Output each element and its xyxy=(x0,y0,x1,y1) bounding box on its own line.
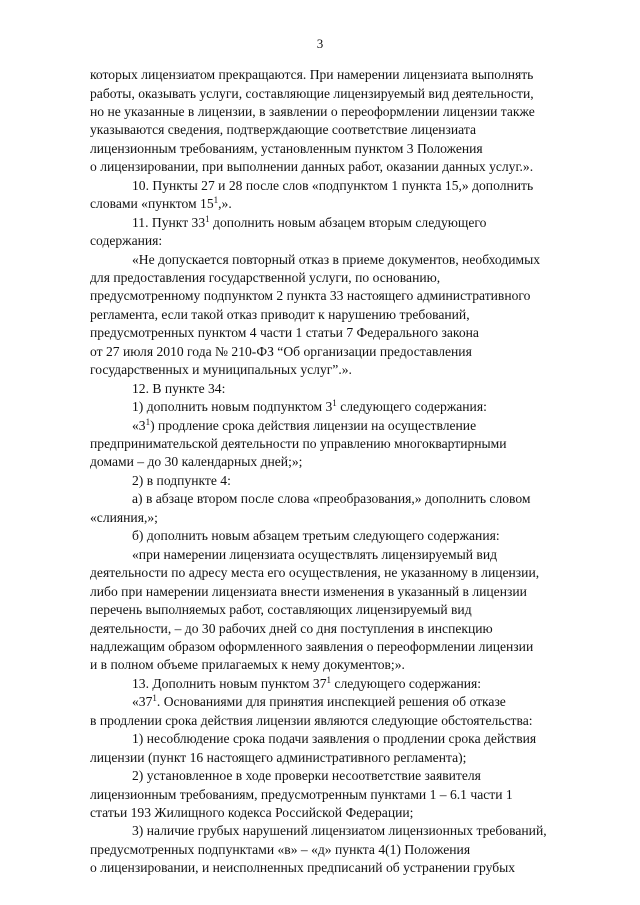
text-line: 1) дополнить новым подпунктом $3^1$ следующего содержания: xyxy=(132,398,487,415)
text-line: 11. Пункт $33^1$ дополнить новым абзацем вторым следующего xyxy=(132,213,487,230)
text-line: 12. В пункте 34: xyxy=(132,380,226,396)
text-line: лицензии (пункт 16 настоящего административного регламента); xyxy=(90,749,467,765)
text-line: статьи 193 Жилищного кодекса Российской Федерации; xyxy=(90,805,414,820)
text-line: содержания: xyxy=(90,233,163,248)
page-number: 3 xyxy=(316,36,324,51)
text-line: о лицензировании, и неисполненных предписаний об устранении грубых xyxy=(90,860,516,876)
text-line: регламента, если такой отказ приводит к нарушению требований, xyxy=(90,306,470,322)
text-line: деятельности, – до 30 рабочих дней со дня поступления в инспекцию xyxy=(90,620,493,636)
text-line: 2) в подпункте 4: xyxy=(132,472,231,488)
text-line: и в полном объеме прилагаемых к нему документов;». xyxy=(90,657,405,673)
text-line: домами – до 30 календарных дней;»; xyxy=(90,454,303,470)
text-line: указываются сведения, подтверждающие соответствие лицензиата xyxy=(90,122,477,138)
text-line: но не указанные в лицензии, в заявлении о переоформлении лицензии также xyxy=(90,103,535,119)
text-line: предусмотренных подпунктами «в» – «д» пункта 4(1) Положения xyxy=(90,841,471,857)
text-line: б) дополнить новым абзацем третьим следующего содержания: xyxy=(132,528,500,544)
text-line: предусмотренных пунктом 4 части 1 статьи 7 Федерального закона xyxy=(90,325,479,341)
text-line: деятельности по адресу места его осуществления, не указанному в лицензии, xyxy=(90,565,540,581)
text-line: перечень выполняемых работ, составляющих лицензируемый вид xyxy=(90,602,472,617)
text-line: «при намерении лицензиата осуществлять лицензируемый вид xyxy=(132,546,498,562)
text-line: «Не допускается повторный отказ в приеме документов, необходимых xyxy=(132,251,541,267)
text-line: от 27 июля 2010 года № 210-ФЗ “Об организации предоставления xyxy=(90,343,472,359)
text-line: 13. Дополнить новым пунктом $37^1$ следующего содержания: xyxy=(132,674,482,691)
text-line: надлежащим образом оформленного заявления о переоформлении лицензии xyxy=(90,638,534,654)
text-line: 10. Пункты 27 и 28 после слов «подпунктом 1 пункта 15,» дополнить xyxy=(132,177,534,193)
text-line: для предоставления государственной услуги, по основанию, xyxy=(90,269,441,285)
text-line: «слияния,»; xyxy=(90,509,158,525)
text-line: 2) установленное в ходе проверки несоответствие заявителя xyxy=(132,768,481,784)
text-line: предпринимательской деятельности по управлению многоквартирными xyxy=(90,436,507,451)
text-line: работы, оказывать услуги, составляющие лицензируемый вид деятельности, xyxy=(90,85,534,101)
text-line: о лицензировании, при выполнении данных работ, оказании данных услуг.». xyxy=(90,159,534,175)
text-line: «$3^1$) продление срока действия лицензии на осуществление xyxy=(132,416,477,433)
text-line: 3) наличие грубых нарушений лицензиатом лицензионных требований, xyxy=(132,823,547,839)
text-line: в продлении срока действия лицензии являются следующие обстоятельства: xyxy=(90,712,533,728)
text-line: «$37^1$. Основаниями для принятия инспекцией решения об отказе xyxy=(132,693,506,710)
text-line: либо при намерении лицензиата внести изменения в указанный в лицензии xyxy=(90,583,527,599)
text-line: которых лицензиатом прекращаются. При намерении лицензиата выполнять xyxy=(90,67,534,82)
text-line: лицензионным требованиям, установленным пунктом 3 Положения xyxy=(90,140,483,156)
text-line: государственных и муниципальных услуг”.». xyxy=(90,362,352,378)
text-line: лицензионным требованиям, предусмотренным пунктами 1 – 6.1 части 1 xyxy=(90,786,513,802)
text-line: предусмотренному подпунктом 2 пункта 33 настоящего административного xyxy=(90,288,531,304)
text-line: 1) несоблюдение срока подачи заявления о продлении срока действия xyxy=(132,731,537,747)
text-line: а) в абзаце втором после слова «преобразования,» дополнить словом xyxy=(132,491,531,507)
text-line: словами «пунктом $15^1$,». xyxy=(90,195,232,212)
